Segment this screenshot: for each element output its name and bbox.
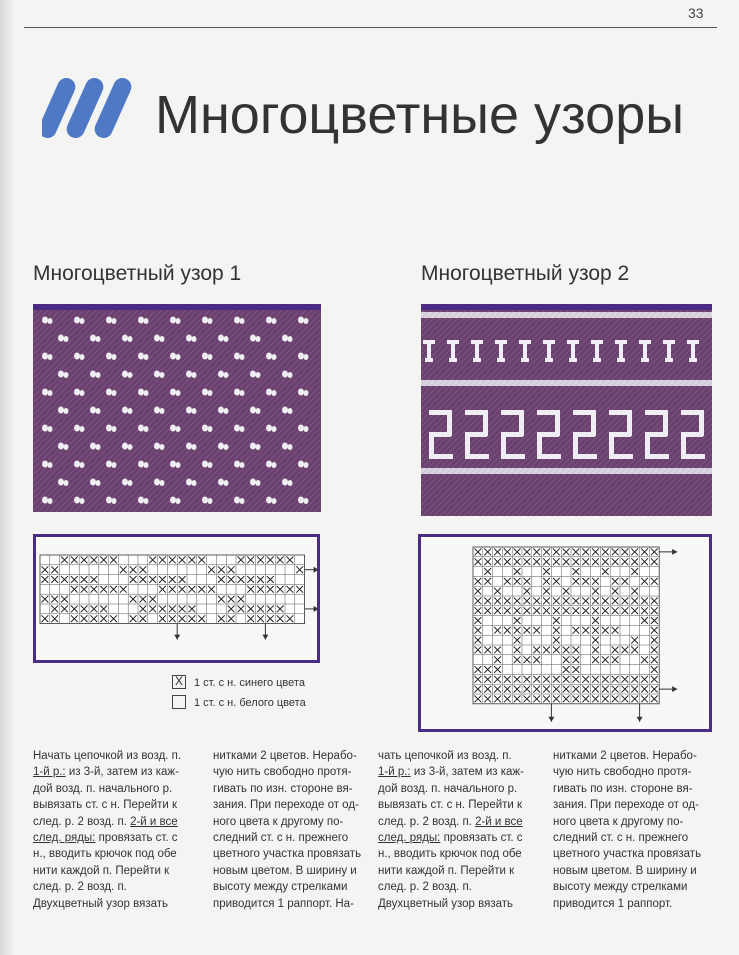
white-stitch-dot — [266, 461, 272, 468]
white-stitch-dot — [160, 372, 165, 378]
white-stitch-dot — [96, 408, 101, 414]
arrow-head-icon — [314, 567, 319, 573]
legend-white — [172, 696, 306, 710]
motif-stroke — [521, 358, 529, 362]
white-stitch-dot — [266, 389, 272, 396]
white-stitch-dot — [266, 317, 272, 324]
white-stitch-dot — [42, 353, 48, 360]
white-stitch-dot — [250, 335, 256, 342]
white-stitch-dot — [240, 498, 245, 504]
white-stitch-dot — [202, 425, 208, 432]
text3-b: из 3-й, затем из каждой возд. п. начального р. вывязать ст. с н. Перейти к след. р. 2 возд. п. — [378, 766, 524, 828]
legend-blue — [172, 676, 305, 690]
arrow-head-icon — [672, 549, 677, 555]
white-stitch-dot — [170, 425, 176, 432]
white-stitch-dot — [288, 336, 293, 342]
motif-stroke — [447, 340, 459, 344]
white-stitch-dot — [170, 353, 176, 360]
white-stitch-dot — [48, 390, 53, 396]
motif-stroke — [645, 454, 669, 459]
white-stitch-dot — [186, 335, 192, 342]
white-stitch-dot — [96, 480, 101, 486]
white-stitch-dot — [96, 336, 101, 342]
white-stitch-dot — [122, 371, 128, 378]
white-stitch-dot — [106, 353, 112, 360]
top-rule — [24, 27, 717, 28]
motif-stroke — [567, 340, 579, 344]
motif-stroke — [617, 358, 625, 362]
white-stitch-dot — [224, 408, 229, 414]
white-stitch-dot — [272, 390, 277, 396]
white-stitch-dot — [48, 354, 53, 360]
legend-blue-label: 1 ст. с н. синего цвета — [194, 676, 305, 689]
white-stitch-dot — [250, 479, 256, 486]
white-stitch-dot — [202, 497, 208, 504]
white-stitch-dot — [58, 335, 64, 342]
white-stitch-dot — [186, 479, 192, 486]
motif-stroke — [687, 340, 699, 344]
white-stitch-dot — [48, 498, 53, 504]
pattern-1-chart — [33, 534, 320, 663]
white-stitch-dot — [90, 443, 96, 450]
white-stitch-dot — [128, 480, 133, 486]
white-stitch-dot — [42, 497, 48, 504]
white-stitch-dot — [154, 443, 160, 450]
white-stitch-dot — [42, 317, 48, 324]
text3-a: чать цепочкой из возд. п. — [378, 750, 512, 762]
white-stitch-dot — [304, 462, 309, 468]
white-stitch-dot — [282, 371, 288, 378]
pattern-2-title: Многоцветный узор 2 — [421, 262, 630, 285]
white-stitch-dot — [256, 372, 261, 378]
text4-body: нитками 2 цветов. Нерабочую нить свободно протягивать по изн. стороне вязания. При переходе от одного цвета к другому последний ст. с н. прежнего цветного участка провязать новым цветом. В ширину и высоту между стрелками приводится 1 раппорт. — [553, 750, 702, 910]
white-stitch-dot — [74, 353, 80, 360]
white-stitch-dot — [90, 335, 96, 342]
white-stitch-dot — [176, 498, 181, 504]
motif-stroke — [449, 358, 457, 362]
text1-row1-label: 1-й р.: — [33, 766, 66, 779]
instructions-column-2 — [213, 748, 363, 912]
white-stitch-dot — [240, 318, 245, 324]
white-stitch-dot — [64, 408, 69, 414]
white-stitch-dot — [74, 389, 80, 396]
white-stitch-dot — [74, 317, 80, 324]
white-stitch-dot — [144, 390, 149, 396]
white-stitch-dot — [138, 389, 144, 396]
white-stitch-dot — [282, 443, 288, 450]
white-stitch-dot — [138, 317, 144, 324]
white-stitch-dot — [282, 335, 288, 342]
white-stitch-dot — [106, 461, 112, 468]
white-stitch-dot — [304, 498, 309, 504]
white-stitch-dot — [272, 318, 277, 324]
white-stitch-dot — [192, 408, 197, 414]
motif-stroke — [473, 358, 481, 362]
white-stitch-dot — [176, 462, 181, 468]
instructions-column-4 — [553, 748, 708, 912]
white-stitch-dot — [144, 354, 149, 360]
white-stitch-dot — [160, 408, 165, 414]
white-stitch-dot — [170, 389, 176, 396]
instructions-column-1 — [33, 748, 183, 912]
white-stitch-dot — [138, 461, 144, 468]
white-stitch-dot — [224, 480, 229, 486]
legend-white-label: 1 ст. с н. белого цвета — [194, 696, 306, 709]
white-stitch-dot — [224, 336, 229, 342]
arrow-head-icon — [314, 606, 319, 612]
section-logo-icon — [42, 78, 138, 140]
white-stitch-dot — [234, 353, 240, 360]
white-stitch-dot — [304, 354, 309, 360]
text3-row1-label: 1-й р.: — [378, 766, 411, 779]
white-stitch-dot — [234, 425, 240, 432]
white-stitch-dot — [176, 390, 181, 396]
white-stitch-dot — [272, 426, 277, 432]
white-stitch-dot — [208, 390, 213, 396]
white-stitch-dot — [138, 497, 144, 504]
white-stitch-dot — [240, 390, 245, 396]
white-stitch-dot — [42, 461, 48, 468]
white-stitch-dot — [266, 353, 272, 360]
white-stitch-dot — [144, 318, 149, 324]
white-stitch-dot — [202, 461, 208, 468]
white-stitch-dot — [112, 390, 117, 396]
legend-empty-icon — [172, 695, 186, 709]
pattern-1-title: Многоцветный узор 1 — [33, 262, 242, 285]
white-stitch-dot — [64, 480, 69, 486]
white-stitch-dot — [218, 479, 224, 486]
white-stitch-dot — [224, 372, 229, 378]
white-stitch-dot — [74, 497, 80, 504]
white-stitch-dot — [192, 480, 197, 486]
white-stitch-dot — [218, 407, 224, 414]
white-stitch-dot — [170, 317, 176, 324]
white-stitch-dot — [160, 444, 165, 450]
white-stitch-dot — [80, 426, 85, 432]
white-stitch-dot — [58, 479, 64, 486]
white-stitch-dot — [58, 407, 64, 414]
white-stitch-dot — [256, 480, 261, 486]
arrow-head-icon — [174, 635, 180, 640]
white-stitch-dot — [272, 462, 277, 468]
white-stitch-dot — [208, 318, 213, 324]
white-stitch-dot — [234, 317, 240, 324]
motif-stroke — [543, 340, 555, 344]
text1-a: Начать цепочкой из возд. п. — [33, 750, 182, 762]
white-stitch-dot — [106, 497, 112, 504]
white-stitch-dot — [240, 426, 245, 432]
white-stitch-dot — [208, 498, 213, 504]
white-stitch-dot — [282, 479, 288, 486]
white-stitch-dot — [256, 408, 261, 414]
arrow-head-icon — [262, 635, 268, 640]
white-stitch-dot — [90, 407, 96, 414]
white-stitch-dot — [112, 354, 117, 360]
white-stitch-dot — [250, 371, 256, 378]
white-stitch-dot — [122, 443, 128, 450]
motif-stroke — [519, 340, 531, 344]
white-stitch-dot — [112, 498, 117, 504]
white-stitch-dot — [176, 426, 181, 432]
white-stitch-dot — [80, 462, 85, 468]
motif-stroke — [497, 358, 505, 362]
white-stitch-dot — [58, 443, 64, 450]
white-stitch-dot — [138, 425, 144, 432]
white-stitch-dot — [80, 318, 85, 324]
motif-stroke — [639, 340, 651, 344]
white-stitch-dot — [48, 318, 53, 324]
white-stitch-dot — [288, 444, 293, 450]
white-stitch-dot — [208, 354, 213, 360]
white-stitch-dot — [128, 408, 133, 414]
motif-stroke — [537, 454, 561, 459]
white-stitch-dot — [176, 318, 181, 324]
white-stitch-dot — [48, 426, 53, 432]
white-stitch-dot — [106, 425, 112, 432]
white-stitch-dot — [208, 426, 213, 432]
white-stitch-dot — [74, 425, 80, 432]
white-stitch-dot — [282, 407, 288, 414]
white-stitch-dot — [186, 407, 192, 414]
text3-c: провязать ст. с н., вводить крючок под обе нити каждой п. Перейти к след. р. 2 возд. п. Двухцветный узор вязать — [378, 832, 523, 910]
white-stitch-dot — [128, 336, 133, 342]
white-stitch-dot — [160, 480, 165, 486]
white-stitch-dot — [154, 407, 160, 414]
instructions-column-3 — [378, 748, 528, 912]
white-stitch-dot — [170, 461, 176, 468]
white-stitch-dot — [106, 389, 112, 396]
white-stitch-dot — [298, 317, 304, 324]
white-stitch-dot — [234, 461, 240, 468]
white-stitch-dot — [58, 371, 64, 378]
white-stitch-dot — [202, 389, 208, 396]
white-stitch-dot — [266, 425, 272, 432]
white-stitch-dot — [154, 479, 160, 486]
white-stitch-dot — [170, 497, 176, 504]
motif-stroke — [423, 340, 435, 344]
motif-stroke — [609, 454, 633, 459]
motif-stroke — [681, 454, 705, 459]
white-stitch-dot — [298, 497, 304, 504]
pattern-2-chart — [418, 534, 712, 732]
white-stitch-dot — [64, 372, 69, 378]
white-stitch-dot — [240, 462, 245, 468]
white-stitch-dot — [256, 444, 261, 450]
white-stitch-dot — [160, 336, 165, 342]
page-gutter-shadow — [0, 0, 14, 955]
motif-stroke — [465, 454, 489, 459]
white-stitch-dot — [192, 372, 197, 378]
text1-rows-label: 2-й и все след. ряды: — [33, 815, 178, 845]
white-stitch-dot — [234, 389, 240, 396]
white-stitch-dot — [304, 390, 309, 396]
motif-stroke — [641, 358, 649, 362]
white-stitch-dot — [298, 389, 304, 396]
white-stitch-dot — [224, 444, 229, 450]
white-stitch-dot — [80, 498, 85, 504]
white-stitch-dot — [288, 480, 293, 486]
white-stitch-dot — [298, 425, 304, 432]
white-stitch-dot — [112, 426, 117, 432]
white-stitch-dot — [122, 335, 128, 342]
white-stitch-dot — [298, 353, 304, 360]
white-stitch-dot — [218, 371, 224, 378]
white-stitch-dot — [48, 462, 53, 468]
white-stitch-dot — [74, 461, 80, 468]
text1-c: провязать ст. с н., вводить крючок под обе нити каждой п. Перейти к след. р. 2 возд. п. Двухцветный узор вязать — [33, 832, 178, 910]
white-stitch-dot — [42, 425, 48, 432]
white-stitch-dot — [144, 462, 149, 468]
motif-stroke — [689, 358, 697, 362]
motif-stroke — [569, 358, 577, 362]
white-stitch-dot — [144, 498, 149, 504]
pattern-1-swatch — [33, 310, 321, 512]
white-stitch-dot — [250, 407, 256, 414]
white-stitch-dot — [250, 443, 256, 450]
white-stitch-dot — [112, 318, 117, 324]
motif-stroke — [663, 340, 675, 344]
white-stitch-dot — [192, 336, 197, 342]
white-stitch-dot — [192, 444, 197, 450]
white-stitch-dot — [256, 336, 261, 342]
white-stitch-dot — [138, 353, 144, 360]
text1-b: из 3-й, затем из каждой возд. п. начального р. вывязать ст. с н. Перейти к след. р. 2 возд. п. — [33, 766, 179, 828]
white-stitch-dot — [202, 317, 208, 324]
pattern-2-swatch — [421, 310, 712, 516]
legend-x-icon: X — [172, 675, 186, 689]
white-stitch-dot — [272, 354, 277, 360]
white-stitch-dot — [288, 408, 293, 414]
white-stitch-dot — [272, 498, 277, 504]
motif-stroke — [665, 358, 673, 362]
motif-stroke — [593, 358, 601, 362]
white-stitch-dot — [218, 443, 224, 450]
white-stitch-dot — [240, 354, 245, 360]
motif-stroke — [495, 340, 507, 344]
white-stitch-dot — [96, 372, 101, 378]
white-stitch-dot — [266, 497, 272, 504]
white-stitch-dot — [176, 354, 181, 360]
white-stitch-dot — [96, 444, 101, 450]
white-stitch-dot — [304, 426, 309, 432]
arrow-head-icon — [637, 717, 643, 722]
white-stitch-dot — [202, 353, 208, 360]
motif-stroke — [471, 340, 483, 344]
white-stitch-dot — [304, 318, 309, 324]
page-heading: Многоцветные узоры — [155, 85, 685, 145]
white-stitch-dot — [122, 479, 128, 486]
white-stitch-dot — [154, 371, 160, 378]
white-stitch-dot — [208, 462, 213, 468]
white-stitch-dot — [128, 444, 133, 450]
arrow-head-icon — [548, 717, 554, 722]
white-stitch-dot — [64, 336, 69, 342]
white-stitch-dot — [80, 390, 85, 396]
white-stitch-dot — [90, 371, 96, 378]
white-stitch-dot — [90, 479, 96, 486]
white-stitch-dot — [106, 317, 112, 324]
white-stitch-dot — [80, 354, 85, 360]
page-number: 33 — [688, 5, 704, 21]
white-stitch-dot — [128, 372, 133, 378]
motif-stroke — [429, 454, 453, 459]
text3-rows-label: 2-й и все след. ряды: — [378, 815, 523, 845]
white-stitch-dot — [64, 444, 69, 450]
white-stitch-dot — [122, 407, 128, 414]
white-stitch-dot — [298, 461, 304, 468]
white-stitch-dot — [288, 372, 293, 378]
text2-body: нитками 2 цветов. Нерабочую нить свободно протягивать по изн. стороне вязания. При переходе от одного цвета к другому последний ст. с н. прежнего цветного участка провязать новым цветом. В ширину и высоту между стрелками приводится 1 раппорт. На- — [213, 750, 362, 910]
motif-stroke — [591, 340, 603, 344]
white-stitch-dot — [186, 371, 192, 378]
motif-stroke — [545, 358, 553, 362]
white-stitch-dot — [144, 426, 149, 432]
white-stitch-dot — [112, 462, 117, 468]
motif-stroke — [615, 340, 627, 344]
motif-stroke — [501, 454, 525, 459]
white-stitch-dot — [234, 497, 240, 504]
arrow-head-icon — [672, 686, 677, 692]
motif-stroke — [425, 358, 433, 362]
white-stitch-dot — [218, 335, 224, 342]
white-stitch-dot — [42, 389, 48, 396]
white-stitch-dot — [154, 335, 160, 342]
motif-stroke — [573, 454, 597, 459]
white-stitch-dot — [186, 443, 192, 450]
